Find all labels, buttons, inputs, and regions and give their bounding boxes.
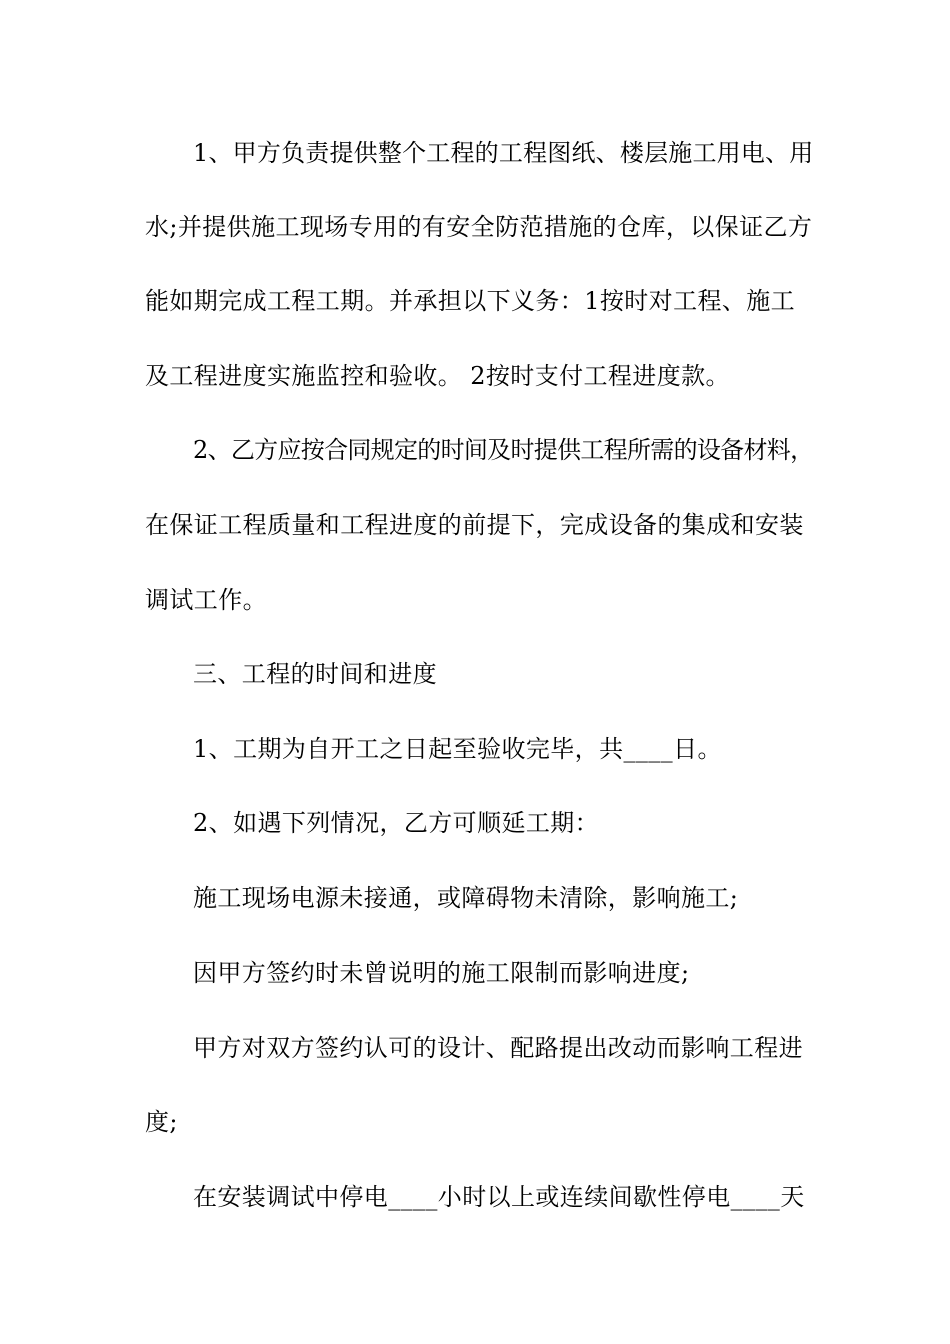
paragraph-line: 施工现场电源未接通，或障碍物未清除，影响施工; [193,884,739,912]
paragraph-line: 度; [145,1108,178,1136]
section-heading: 三、工程的时间和进度 [193,660,437,688]
paragraph-line: 及工程进度实施监控和验收。 2按时支付工程进度款。 [145,362,730,390]
paragraph-line: 在安装调试中停电____小时以上或连续间歇性停电____天 [193,1183,805,1211]
paragraph-line: 1、甲方负责提供整个工程的工程图纸、楼层施工用电、用 [193,139,814,167]
paragraph-line: 2、乙方应按合同规定的时间及时提供工程所需的设备材料， [193,436,814,464]
paragraph-line: 在保证工程质量和工程进度的前提下，完成设备的集成和安装 [145,511,804,539]
paragraph-line: 水;并提供施工现场专用的有安全防范措施的仓库，以保证乙方 [145,213,813,241]
paragraph-line: 1、工期为自开工之日起至验收完毕，共____日。 [193,735,722,763]
paragraph-line: 调试工作。 [145,586,267,614]
paragraph-line: 因甲方签约时未曾说明的施工限制而影响进度; [193,959,690,987]
paragraph-line: 甲方对双方签约认可的设计、配路提出改动而影响工程进 [193,1034,803,1062]
paragraph-line: 能如期完成工程工期。并承担以下义务：1按时对工程、施工 [145,287,796,315]
paragraph-line: 2、如遇下列情况，乙方可顺延工期： [193,809,600,837]
